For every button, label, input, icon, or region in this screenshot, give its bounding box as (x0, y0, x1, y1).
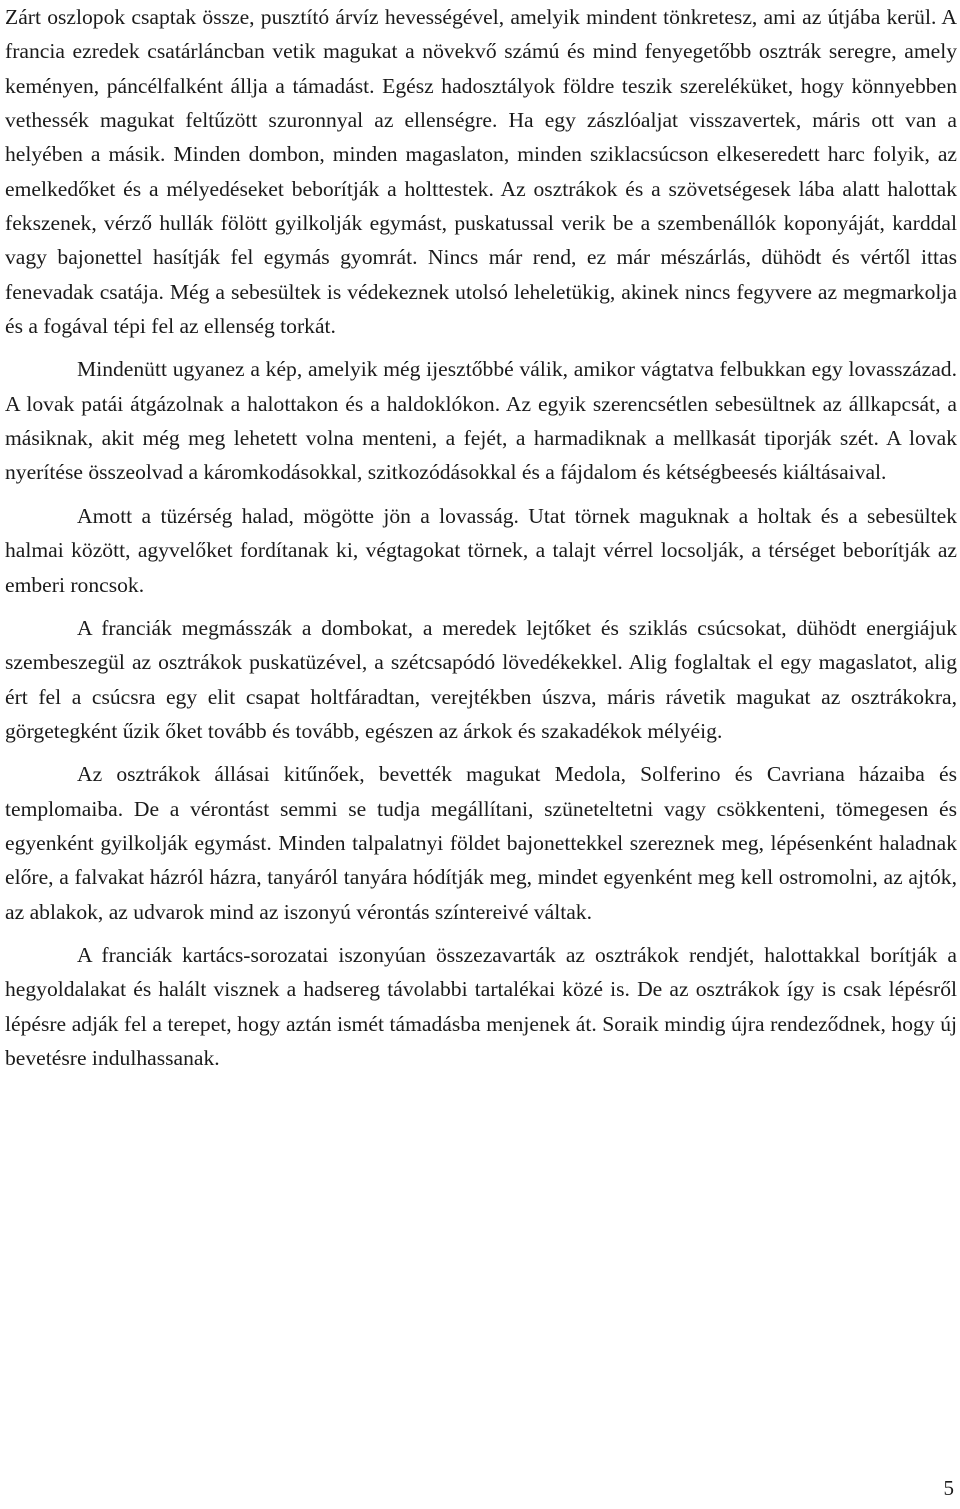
page-number: 5 (943, 1476, 954, 1500)
paragraph-4: A franciák megmásszák a dombokat, a meredek lejtőket és sziklás csúcsokat, dühödt energiájuk szembeszegül az osztrákok puskatüzével, a szétcsapódó lövedékekkel. Alig foglaltak el egy magaslatot, alig ért fel a csúcsra egy elit csapat holtfáradtan, verejtékben úszva, máris rávetik magukat az osztrákokra, görgetegként űzik őket tovább és tovább, egészen az árkok és szakadékok mélyéig. (5, 615, 957, 743)
paragraph-1: Zárt oszlopok csaptak össze, pusztító árvíz hevességével, amelyik mindent tönkretesz, ami az útjába kerül. A francia ezredek csatárláncban vetik magukat a növekvő számú és mind fenyegetőbb osztrák seregre, amely keményen, páncélfalként állja a támadást. Egész hadosztályok földre teszik szereléküket, hogy könnyebben vethessék magukat feltűzött szuronnyal az ellenségre. Ha egy zászlóaljat visszavertek, máris ott van a helyében a másik. Minden dombon, minden magaslaton, minden sziklacsúcson elkeseredett harc folyik, az emelkedőket és a mélyedéseket beborítják a holttestek. Az osztrákok és a szövetségesek lába alatt halottak fekszenek, vérző hullák fölött gyilkolják egymást, puskatussal verik be a szembenállók koponyáját, karddal vagy bajonettel hasítják fel egymás gyomrát. Nincs már rend, ez már mészárlás, dühödt és vértől ittas fenevadak csatája. Még a sebesültek is védekeznek utolsó leheletükig, akinek nincs fegyvere az megmarkolja és a fogával tépi fel az ellenség torkát. (5, 5, 957, 339)
paragraph-5: Az osztrákok állásai kitűnőek, bevették magukat Medola, Solferino és Cavriana házaiba és templomaiba. De a vérontást semmi se tudja megállítani, szüneteltetni vagy csökkenteni, tömegesen és egyenként gyilkolják egymást. Minden talpalatnyi földet bajonettekkel szereznek meg, lépésenként haladnak előre, a falvakat házról házra, tanyáról tanyára hódítják meg, mindet egyenként meg kell ostromolni, az ajtók, az ablakok, az udvarok mind az iszonyú vérontás színtereivé váltak. (5, 762, 957, 924)
paragraph-2: Mindenütt ugyanez a kép, amelyik még ijesztőbbé válik, amikor vágtatva felbukkan egy lovasszázad. A lovak patái átgázolnak a halottakon és a haldoklókon. Az egyik szerencsétlen sebesültnek az állkapcsát, a másiknak, akit még meg lehetett volna menteni, a fejét, a harmadiknak a mellkasát tiporják szét. A lovak nyerítése összeolvad a káromkodásokkal, szitkozódásokkal és a fájdalom és kétségbeesés kiáltásaival. (5, 357, 957, 485)
document-page (5, 0, 957, 1084)
paragraph-3: Amott a tüzérség halad, mögötte jön a lovasság. Utat törnek maguknak a holtak és a sebesültek halmai között, agyvelőket fordítanak ki, végtagokat törnek, a talajt vérrel locsolják, a térséget beborítják az emberi roncsok. (5, 503, 957, 597)
paragraph-6: A franciák kartács-sorozatai iszonyúan összezavarták az osztrákok rendjét, halottakkal borítják a hegyoldalakat és halált visznek a hadsereg távolabbi tartalékai közé is. De az osztrákok így is csak lépésről lépésre adják fel a terepet, hogy aztán ismét támadásba menjenek át. Soraik mindig újra rendeződnek, hogy új bevetésre indulhassanak. (5, 942, 957, 1070)
